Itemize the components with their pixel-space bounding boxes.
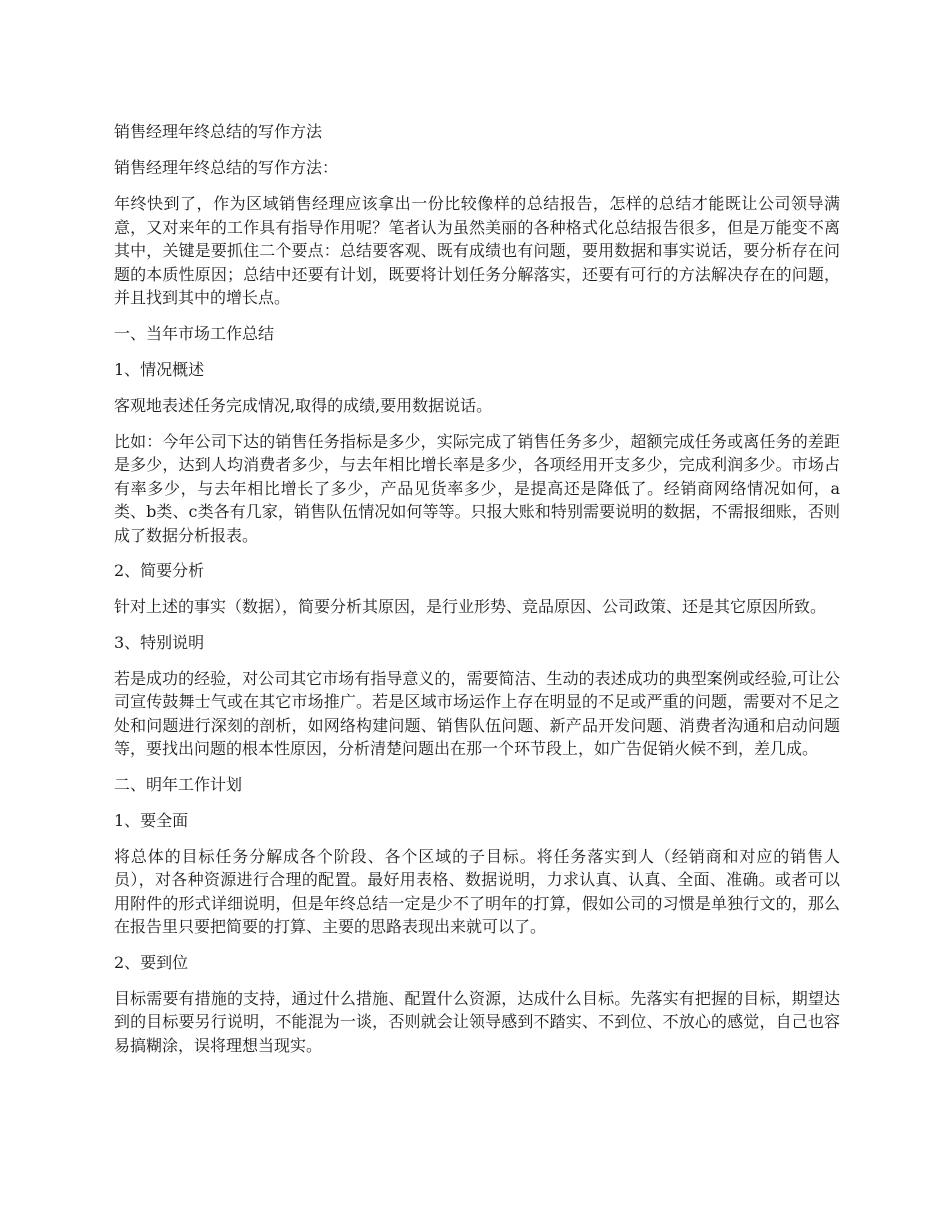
- document-page: [114, 120, 840, 1069]
- section-2-item-2-heading: 2、要到位: [114, 952, 189, 972]
- section-1-item-2-heading: 2、简要分析: [114, 561, 205, 580]
- intro-paragraph: 年终快到了，作为区域销售经理应该拿出一份比较像样的总结报告，怎样的总结才能既让公司领导满意，又对来年的工作具有指导作用呢？笔者认为虽然美丽的各种格式化总结报告很多，但是万能变不离其中，关键是要抓住二个要点：总结要客观、既有成绩也有问题，要用数据和事实说话，要分析存在问题的本质性原因；总结中还要有计划，既要将计划任务分解落实，还要有可行的方法解决存在的问题，并且找到其中的增长点。: [114, 194, 840, 307]
- section-1-heading: 一、当年市场工作总结: [114, 323, 275, 343]
- section-1-item-3-heading: 3、特别说明: [114, 632, 205, 652]
- section-2-heading: 二、明年工作计划: [114, 774, 243, 794]
- document-subtitle: 销售经理年终总结的写作方法：: [114, 158, 339, 177]
- section-1-item-1-text-2: 比如：今年公司下达的销售任务指标是多少，实际完成了销售任务多少，超额完成任务或离任务的差距是多少，达到人均消费者多少，与去年相比增长率是多少，各项经用开支多少，完成利润多少。市场占有率多少，与去年相比增长了多少，产品见货率多少，是提高还是降低了。经销商网络情况如何，a类、b类、c类各有几家，销售队伍情况如何等等。只报大账和特别需要说明的数据，不需报细账，否则成了数据分析报表。: [114, 431, 840, 545]
- document-title: 销售经理年终总结的写作方法: [114, 122, 323, 141]
- section-1-item-1-text-1: 客观地表述任务完成情况,取得的成绩,要用数据说话。: [114, 395, 493, 415]
- section-2-item-1-text: 将总体的目标任务分解成各个阶段、各个区域的子目标。将任务落实到人（经销商和对应的销售人员），对各种资源进行合理的配置。最好用表格、数据说明，力求认真、认真、全面、准确。或者可以用附件的形式详细说明，但是年终总结一定是少不了明年的打算，假如公司的习惯是单独行文的，那么在报告里只要把简要的打算、主要的思路表现出来就可以了。: [114, 846, 840, 936]
- section-1-item-2-text: 针对上述的事实（数据），简要分析其原因，是行业形势、竞品原因、公司政策、还是其它原因所致。: [114, 597, 827, 616]
- section-1-item-3-text: 若是成功的经验，对公司其它市场有指导意义的，需要简洁、生动的表述成功的典型案例或经验,可让公司宣传鼓舞士气或在其它市场推广。若是区域市场运作上存在明显的不足或严重的问题，需要对不足之处和问题进行深刻的剖析，如网络构建问题、销售队伍问题、新产品开发问题、消费者沟通和启动问题等，要找出问题的根本性原因，分析清楚问题出在那一个环节段上，如广告促销火候不到，差几成。: [114, 668, 840, 758]
- section-1-item-1-heading: 1、情况概述: [114, 359, 205, 379]
- section-2-item-1-heading: 1、要全面: [114, 810, 189, 830]
- section-2-item-2-text: 目标需要有措施的支持，通过什么措施、配置什么资源，达成什么目标。先落实有把握的目标，期望达到的目标要另行说明，不能混为一谈，否则就会让领导感到不踏实、不到位、不放心的感觉，自己也容易搞糊涂，误将理想当现实。: [114, 988, 840, 1055]
